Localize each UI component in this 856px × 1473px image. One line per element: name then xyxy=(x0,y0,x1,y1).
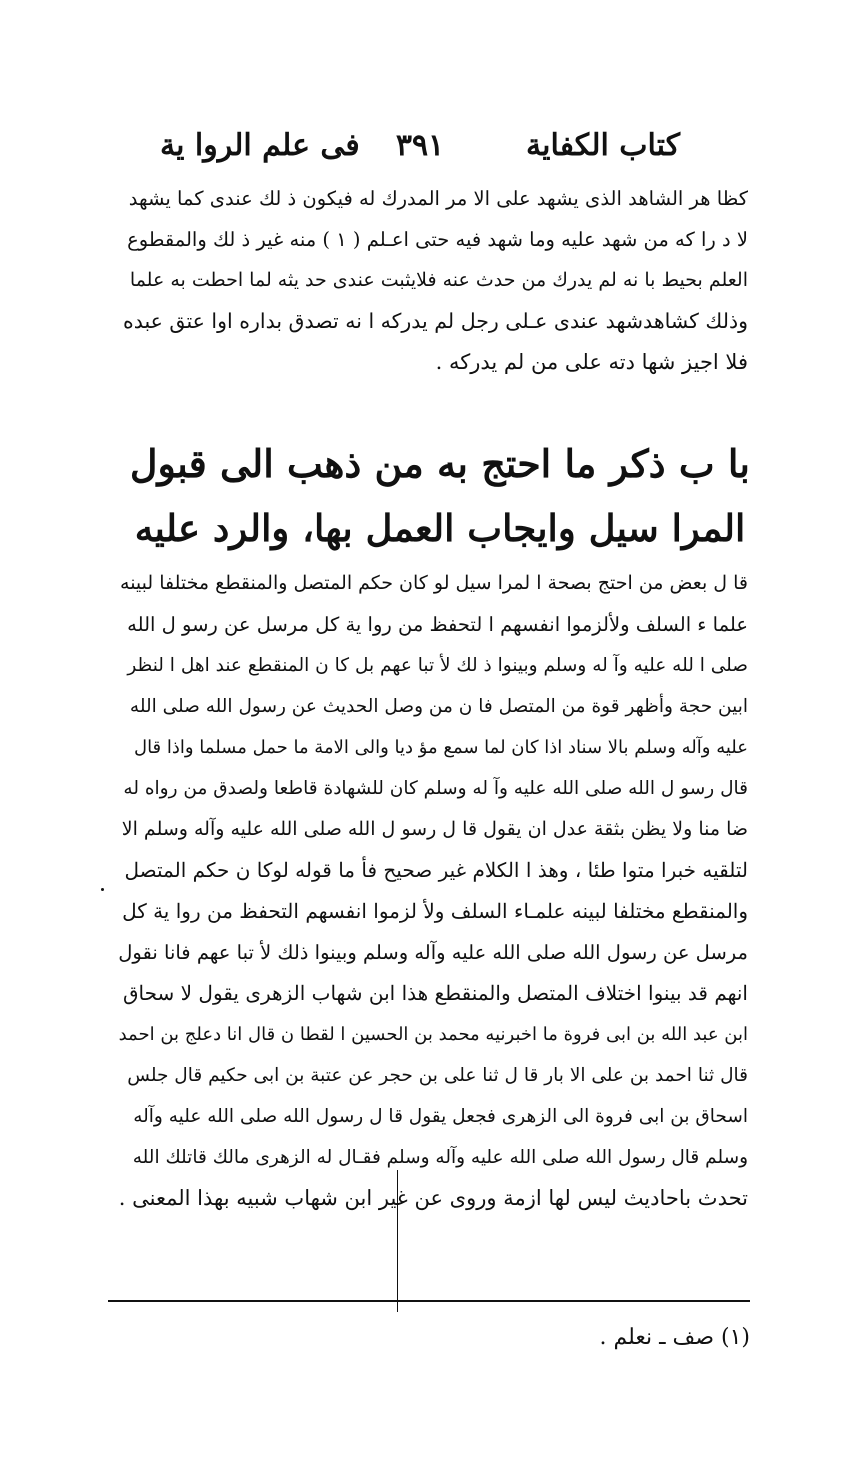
chapter-heading-line: با ب ذكر ما احتج به من ذهب الى قبول xyxy=(129,441,750,486)
text-line: وسلم قال رسول الله صلى الله عليه وآله وسلم فقـال له الزهرى مالك قاتلك الله xyxy=(132,1147,748,1168)
stray-dot xyxy=(101,888,104,891)
text-line: ابين حجة وأظهر قوة من المتصل فا ن من وصل الحديث عن رسول الله صلى الله xyxy=(129,696,748,717)
text-line: انهم قد بينوا اختلاف المتصل والمنقطع هذا ابن شهاب الزهرى يقول لا سحاق xyxy=(123,981,748,1005)
chapter-heading xyxy=(130,432,750,560)
footnote: (١) صف ـ نعلم . xyxy=(599,1325,750,1350)
running-header xyxy=(160,128,680,174)
margin-mark-line xyxy=(397,1170,398,1312)
footnote-divider xyxy=(108,1300,750,1302)
text-line: قا ل بعض من احتج بصحة ا لمرا سيل لو كان حكم المتصل والمنقطع مختلفا لبينه xyxy=(120,572,748,594)
text-line: عليه وآله وسلم بالا سناد اذا كان لما سمع مؤ ديا والى الامة ما حمل مسلما واذا قال xyxy=(133,737,748,758)
text-line: قال ثنا احمد بن على الا بار قا ل ثنا على بن حجر عن عتبة بن ابى حكيم قال جلس xyxy=(127,1065,748,1086)
book-title: كتاب الكفاية xyxy=(526,128,680,163)
text-line: تحدث باحاديث ليس لها ازمة وروى عن غير ابن شهاب شبيه بهذا المعنى . xyxy=(118,1186,748,1210)
text-line: وذلك كشاهدشهد عندى عـلى رجل لم يدركه ا نه تصدق بداره اوا عتق عبده xyxy=(122,309,748,333)
text-line: ابن عبد الله بن ابى فروة ما اخبرنيه محمد بن الحسين ا لقطا ن قال انا دعلج بن احمد xyxy=(118,1024,748,1045)
text-line: ضا منا ولا يظن بثقة عدل ان يقول قا ل رسو ل الله صلى الله عليه وآله وسلم الا xyxy=(121,818,748,840)
chapter-heading-line: المرا سيل وايجاب العمل بها، والرد عليه xyxy=(134,506,746,550)
intro-paragraph xyxy=(118,178,748,383)
text-line: فلا اجيز شها دته على من لم يدركه . xyxy=(435,350,748,374)
text-line: قال رسو ل الله صلى الله عليه وآ له وسلم كان للشهادة قاطعا ولصدق من رواه له xyxy=(123,778,748,799)
book-subtitle: فى علم الروا ية xyxy=(160,128,360,163)
text-line: لا د را كه من شهد عليه وما شهد فيه حتى اعـلم ( ١ ) منه غير ذ لك والمقطوع xyxy=(127,228,748,251)
text-line: صلى ا لله عليه وآ له وسلم وبينوا ذ لك لأ تبا عهم بل كا ن المنقطع عند اهل ا لنظر xyxy=(127,655,748,676)
text-line: العلم بحيط با نه لم يدرك من حدث عنه فلايثبت عندى حد يثه لما احطت به علما xyxy=(129,269,748,291)
text-line: والمنقطع مختلفا لبينه علمـاء السلف ولأ لزموا انفسهم التحفظ من روا ية كل xyxy=(122,899,748,923)
text-line: مرسل عن رسول الله صلى الله عليه وآله وسلم وبينوا ذلك لأ تبا عهم فانا نقول xyxy=(118,941,748,964)
text-line: كظا هر الشاهد الذى يشهد على الا مر المدرك له فيكون ذ لك عندى كما يشهد xyxy=(128,187,748,210)
text-line: لتلقيه خبرا متوا طئا ، وهذ ا الكلام غير صحيح فأ ما قوله لوكا ن حكم المتصل xyxy=(124,858,748,882)
main-paragraph xyxy=(118,563,748,1219)
text-line: اسحاق بن ابى فروة الى الزهرى فجعل يقول قا ل رسول الله صلى الله عليه وآله xyxy=(133,1106,748,1127)
text-line: علما ء السلف ولألزموا انفسهم ا لتحفظ من روا ية كل مرسل عن رسو ل الله xyxy=(127,613,748,636)
page-number: ٣٩١ xyxy=(395,128,445,163)
